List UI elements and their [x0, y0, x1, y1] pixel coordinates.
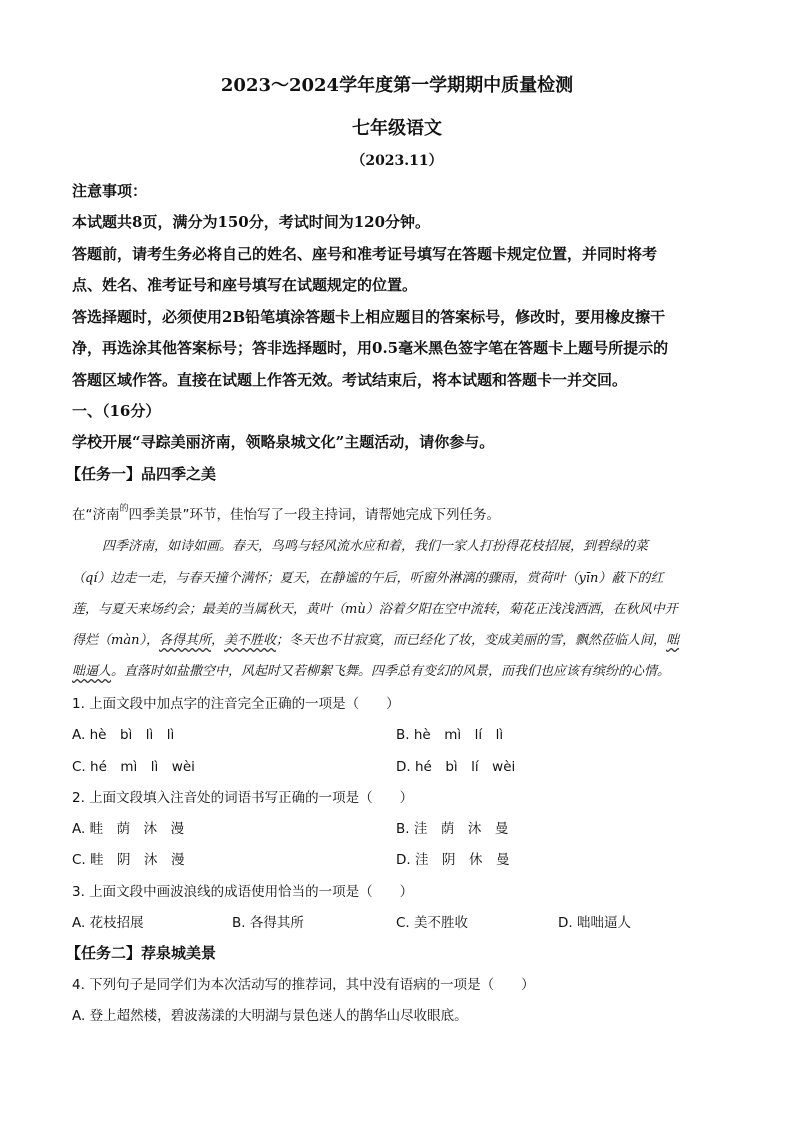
question-3-stem: 3. 上面文段中画波浪线的成语使用恰当的一项是（ ） [72, 884, 414, 900]
question-1-option-a: A. hè bì lì lì [72, 727, 175, 743]
notice-paragraph-3-line-3: 答题区域作答。直接在试题上作答无效。考试结束后，将本试题和答题卡一并交回。 [72, 371, 628, 389]
question-2-option-d: D. 洼 阴 休 曼 [396, 852, 510, 868]
question-1-option-c: C. hé mì lì wèi [72, 759, 195, 775]
notice-paragraph-2-line-2: 点、姓名、准考证号和座号填写在试题规定的位置。 [72, 276, 418, 294]
notice-paragraph-1: 本试题共8页，满分为150分，考试时间为120分钟。 [72, 213, 431, 231]
question-3-option-c: C. 美不胜收 [396, 915, 469, 931]
passage-line-3: 莲，与夏天来场约会；最美的当属秋天，黄叶（mù）浴着夕阳在空中流转，菊花正浅浅洒洒，在秋风中开 [72, 602, 678, 617]
question-3-option-b: B. 各得其所 [232, 915, 304, 931]
passage-line-4: 得烂（màn），各得其所，美不胜收；冬天也不甘寂寞，而已经化了妆，变成美丽的雪，飘然莅临人间，咄 [72, 633, 680, 648]
exam-date: （2023.11） [351, 153, 443, 169]
task-1-heading: 【任务一】品四季之美 [66, 465, 217, 483]
notice-paragraph-3-line-1: 答选择题时，必须使用2B铅笔填涂答题卡上相应题目的答案标号，修改时，要用橡皮擦干 [72, 308, 666, 326]
passage-line-5: 咄逼人。直落时如盐撒空中，风起时又若柳絮飞舞。四季总有变幻的风景，而我们也应该有缤纷的心情。 [72, 664, 671, 679]
section-heading: 一、（16分） [72, 402, 161, 420]
notice-paragraph-3-line-2: 净，再选涂其他答案标号；答非选择题时，用0.5毫米黑色签字笔在答题卡上题号所提示的 [72, 339, 669, 357]
task-1-intro: 在“济南$^的$四季美景”环节，佳怡写了一段主持词，请帮她完成下列任务。 [72, 504, 501, 523]
exam-subject: 七年级语文 [352, 118, 442, 139]
question-1-option-b: B. hè mì lí lì [396, 727, 504, 743]
question-1-stem: 1. 上面文段中加点字的注音完全正确的一项是（ ） [72, 696, 400, 712]
passage-line-2: （qí）边走一走，与春天撞个满怀；夏天，在静谧的午后，听窗外淋漓的骤雨，赏荷叶（yīn）蔽下的红 [72, 571, 664, 586]
question-2-option-c: C. 畦 阴 沐 漫 [72, 852, 185, 868]
notice-heading: 注意事项： [72, 182, 148, 200]
question-2-option-b: B. 洼 荫 沐 曼 [396, 821, 509, 837]
passage-line-1: 四季济南，如诗如画。春天，鸟鸣与轻风流水应和着，我们一家人打扮得花枝招展，到碧绿的菜 [102, 539, 649, 554]
question-4-stem: 4. 下列句子是同学们为本次活动写的推荐词，其中没有语病的一项是（ ） [72, 977, 535, 993]
question-3-option-d: D. 咄咄逼人 [558, 915, 631, 931]
notice-paragraph-2-line-1: 答题前，请考生务必将自己的姓名、座号和准考证号填写在答题卡规定位置，并同时将考 [72, 245, 658, 263]
question-1-option-d: D. hé bì lí wèi [396, 759, 516, 775]
question-2-stem: 2. 上面文段填入注音处的词语书写正确的一项是（ ） [72, 790, 414, 806]
section-intro: 学校开展“寻踪美丽济南，领略泉城文化”主题活动，请你参与。 [72, 433, 495, 451]
task-2-heading: 【任务二】荐泉城美景 [66, 944, 217, 962]
question-2-option-a: A. 畦 荫 沐 漫 [72, 821, 185, 837]
question-3-option-a: A. 花枝招展 [72, 915, 144, 931]
exam-title: 2023～2024学年度第一学期期中质量检测 [220, 75, 574, 96]
question-4-option-a: A. 登上超然楼，碧波荡漾的大明湖与景色迷人的鹊华山尽收眼底。 [72, 1008, 468, 1024]
